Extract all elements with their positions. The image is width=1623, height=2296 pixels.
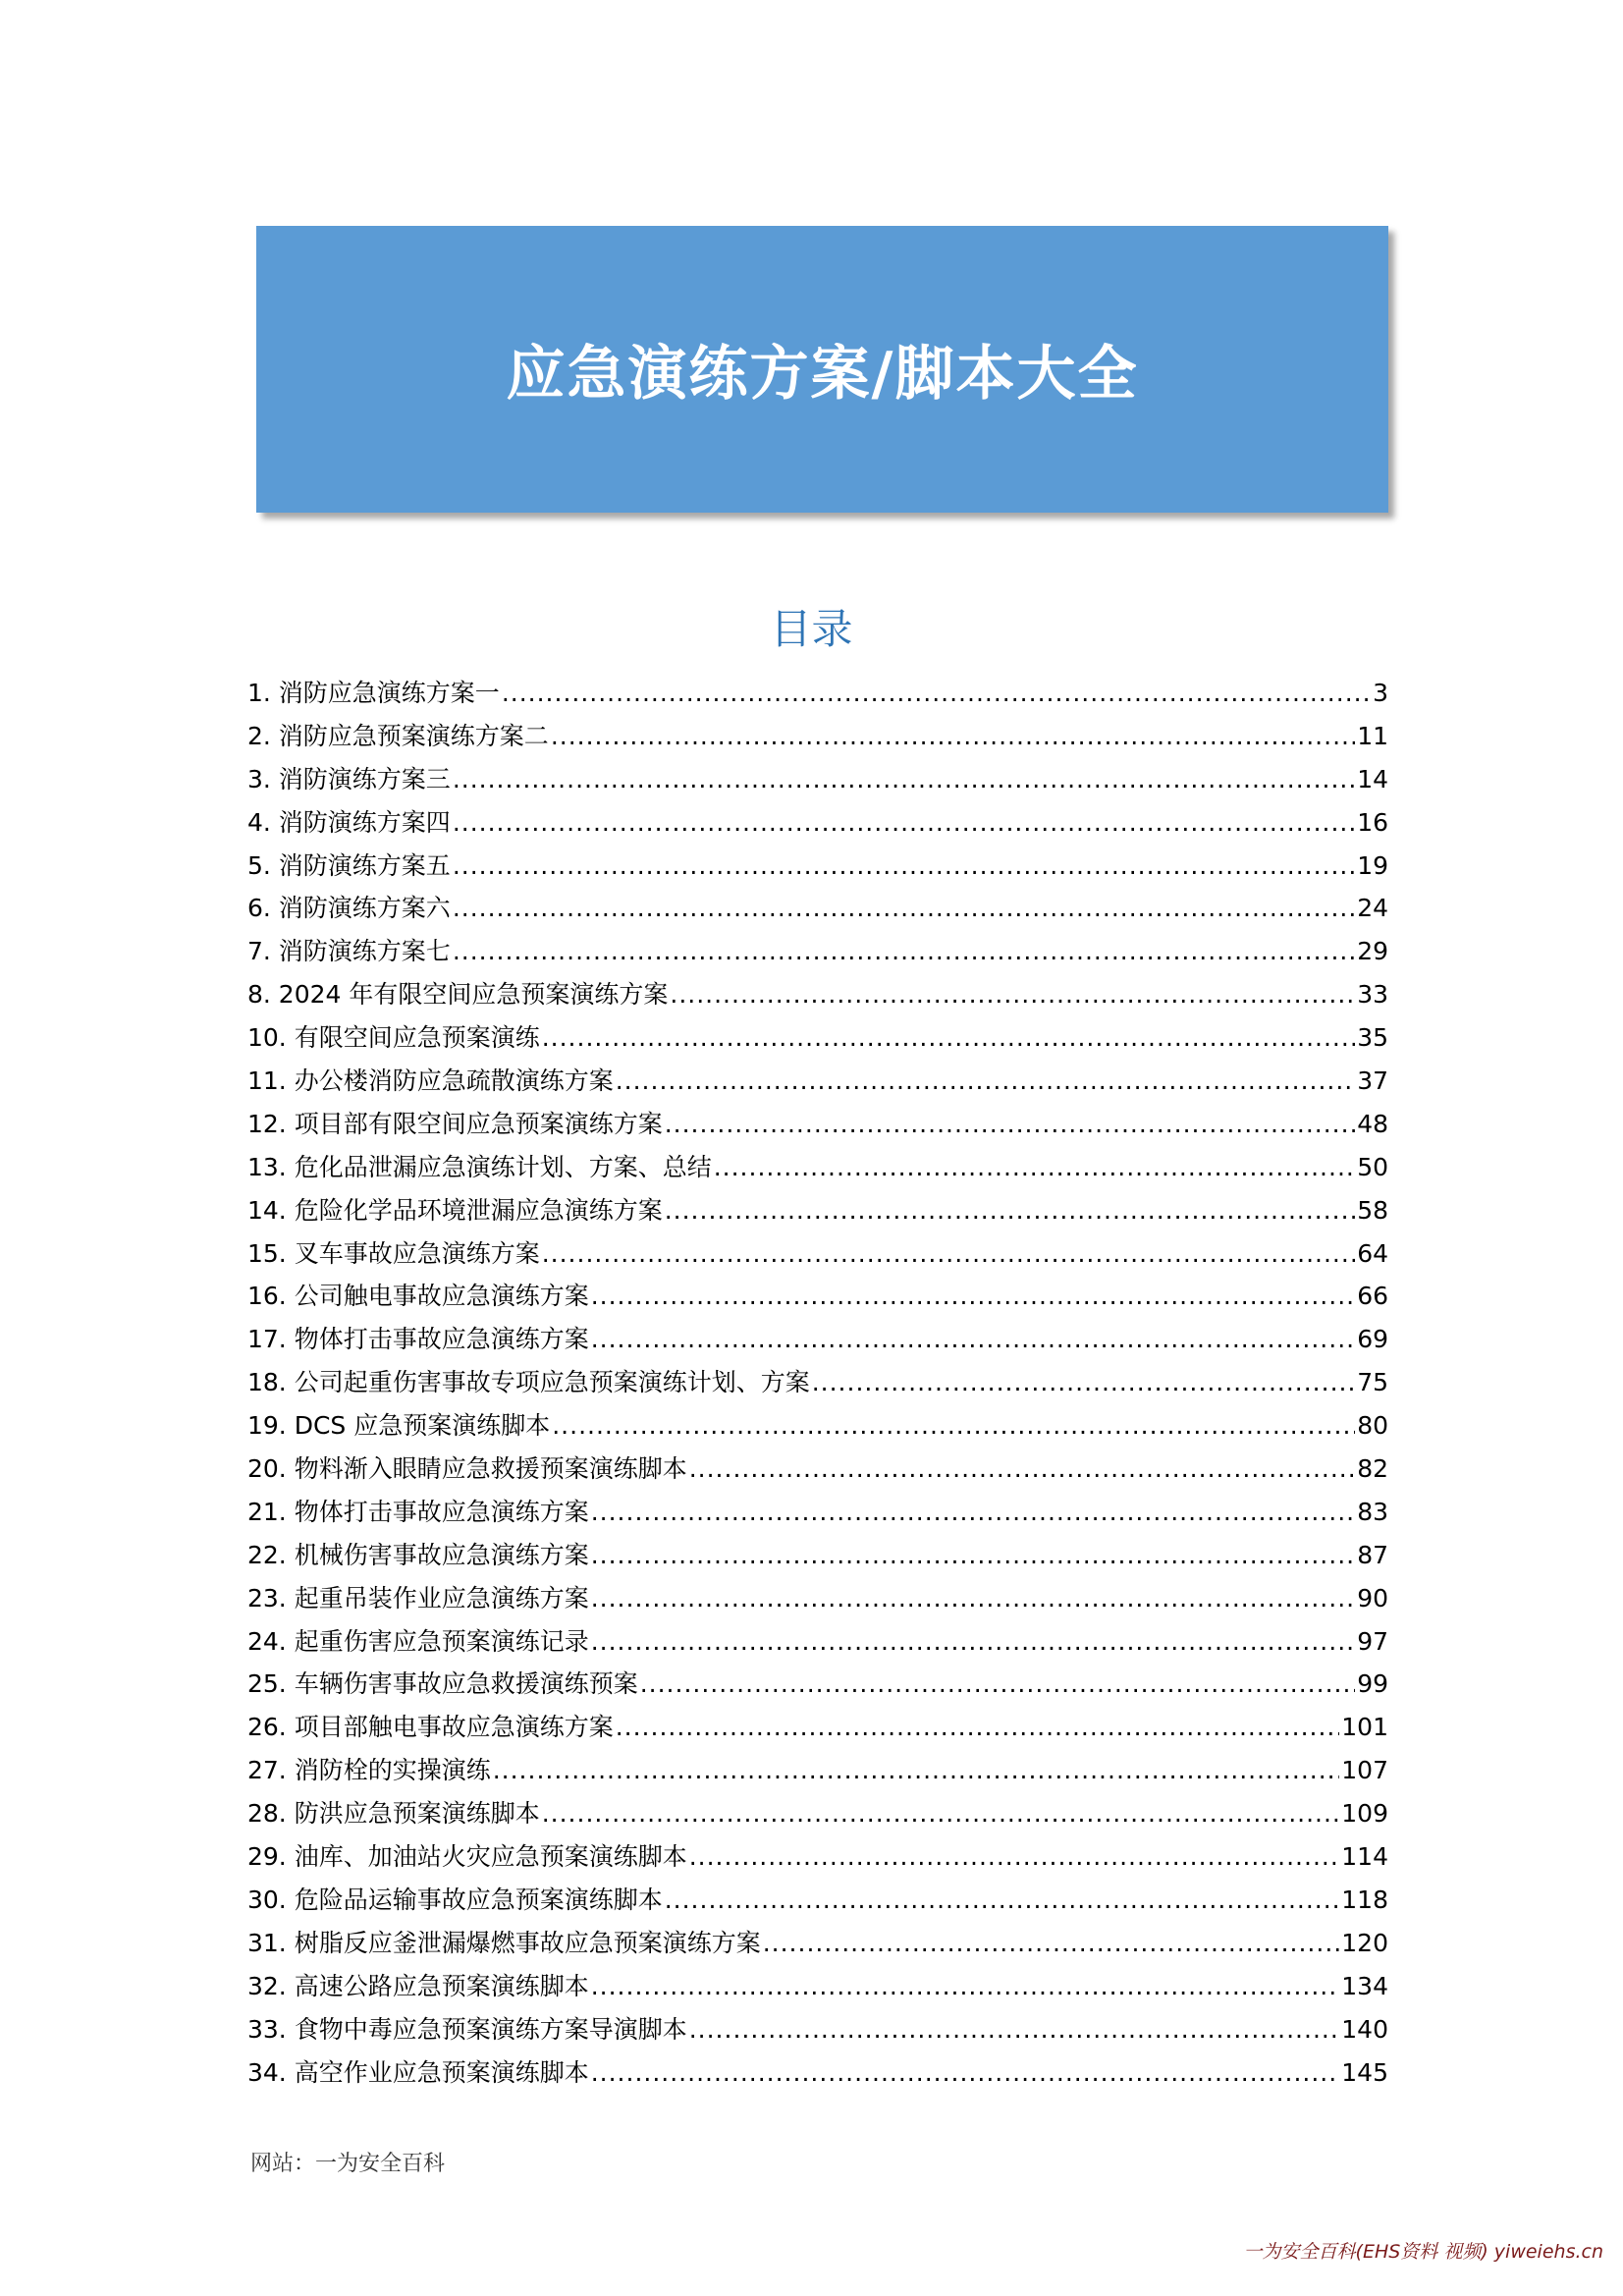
toc-leader-dots bbox=[591, 1534, 1355, 1577]
toc-leader-dots bbox=[453, 887, 1355, 930]
toc-entry[interactable] bbox=[247, 1016, 1388, 1060]
toc-leader-dots bbox=[689, 1835, 1340, 1879]
toc-entry-title[interactable]: 8. 2024 年有限空间应急预案演练方案 bbox=[247, 980, 669, 1010]
toc-leader-dots bbox=[551, 715, 1355, 758]
toc-leader-dots bbox=[542, 1792, 1340, 1835]
toc-entry-page[interactable]: 140 bbox=[1341, 2014, 1388, 2044]
toc-entry[interactable] bbox=[247, 1879, 1388, 1922]
toc-entry-title[interactable]: 13. 危化品泄漏应急演练计划、方案、总结 bbox=[247, 1152, 712, 1181]
toc-leader-dots bbox=[591, 1577, 1355, 1620]
toc-entry-page[interactable]: 48 bbox=[1357, 1109, 1388, 1138]
toc-entry[interactable] bbox=[247, 1922, 1388, 1965]
toc-entry[interactable] bbox=[247, 1491, 1388, 1534]
toc-leader-dots bbox=[812, 1361, 1355, 1404]
toc-leader-dots bbox=[542, 1016, 1355, 1060]
toc-entry-title[interactable]: 6. 消防演练方案六 bbox=[247, 894, 451, 923]
toc-entry-title[interactable]: 10. 有限空间应急预案演练 bbox=[247, 1023, 540, 1053]
toc-leader-dots bbox=[665, 1189, 1355, 1232]
toc-entry-title[interactable]: 30. 危险品运输事故应急预案演练脚本 bbox=[247, 1885, 663, 1914]
toc-entry[interactable] bbox=[247, 887, 1388, 930]
toc-entry-title[interactable]: 23. 起重吊装作业应急演练方案 bbox=[247, 1583, 589, 1613]
toc-entry-page[interactable]: 58 bbox=[1357, 1195, 1388, 1225]
toc-entry-title[interactable]: 16. 公司触电事故应急演练方案 bbox=[247, 1282, 589, 1311]
toc-entry-page[interactable]: 120 bbox=[1341, 1928, 1388, 1957]
toc-leader-dots bbox=[453, 930, 1355, 973]
toc-entry[interactable] bbox=[247, 715, 1388, 758]
toc-entry[interactable] bbox=[247, 1620, 1388, 1664]
toc-entry[interactable] bbox=[247, 1577, 1388, 1620]
toc-entry-page[interactable]: 75 bbox=[1357, 1368, 1388, 1397]
toc-entry-page[interactable]: 145 bbox=[1341, 2057, 1388, 2087]
toc-entry-title[interactable]: 33. 食物中毒应急预案演练方案导演脚本 bbox=[247, 2014, 687, 2044]
toc-leader-dots bbox=[591, 1275, 1355, 1318]
toc-entry-title[interactable]: 25. 车辆伤害事故应急救援演练预案 bbox=[247, 1669, 638, 1699]
toc-leader-dots bbox=[591, 1491, 1355, 1534]
toc-leader-dots bbox=[453, 845, 1355, 888]
toc-entry[interactable] bbox=[247, 1706, 1388, 1749]
toc-leader-dots bbox=[714, 1146, 1355, 1189]
toc-entry[interactable] bbox=[247, 1146, 1388, 1189]
title-banner bbox=[256, 226, 1388, 513]
toc-leader-dots bbox=[591, 1965, 1340, 2008]
toc-entry-title[interactable]: 3. 消防演练方案三 bbox=[247, 764, 451, 793]
toc-entry-page[interactable]: 14 bbox=[1357, 764, 1388, 793]
toc-leader-dots bbox=[763, 1922, 1340, 1965]
toc-entry-page[interactable]: 97 bbox=[1357, 1626, 1388, 1656]
toc-leader-dots bbox=[640, 1663, 1355, 1706]
toc-entry-page[interactable]: 11 bbox=[1357, 721, 1388, 750]
toc-leader-dots bbox=[616, 1060, 1355, 1103]
toc-entry[interactable] bbox=[247, 1189, 1388, 1232]
toc-entry[interactable] bbox=[247, 930, 1388, 973]
toc-entry-title[interactable]: 18. 公司起重伤害事故专项应急预案演练计划、方案 bbox=[247, 1368, 810, 1397]
toc-entry[interactable] bbox=[247, 1318, 1388, 1361]
toc-entry[interactable] bbox=[247, 2051, 1388, 2095]
toc-entry-page[interactable]: 50 bbox=[1357, 1152, 1388, 1181]
toc-entry-title[interactable]: 20. 物料渐入眼睛应急救援预案演练脚本 bbox=[247, 1454, 687, 1484]
toc-entry-title[interactable]: 15. 叉车事故应急演练方案 bbox=[247, 1238, 540, 1268]
table-of-contents bbox=[247, 672, 1388, 2094]
toc-entry[interactable] bbox=[247, 1792, 1388, 1835]
toc-entry-title[interactable]: 31. 树脂反应釜泄漏爆燃事故应急预案演练方案 bbox=[247, 1928, 761, 1957]
toc-entry[interactable] bbox=[247, 1663, 1388, 1706]
toc-entry-page[interactable]: 29 bbox=[1357, 937, 1388, 966]
toc-entry-title[interactable]: 24. 起重伤害应急预案演练记录 bbox=[247, 1626, 589, 1656]
toc-entry[interactable] bbox=[247, 1534, 1388, 1577]
toc-entry-title[interactable]: 19. DCS 应急预案演练脚本 bbox=[247, 1411, 551, 1441]
toc-entry-page[interactable]: 82 bbox=[1357, 1454, 1388, 1484]
toc-entry[interactable] bbox=[247, 1232, 1388, 1276]
toc-entry-title[interactable]: 32. 高速公路应急预案演练脚本 bbox=[247, 1971, 589, 2000]
toc-entry-title[interactable]: 28. 防洪应急预案演练脚本 bbox=[247, 1799, 540, 1829]
toc-entry[interactable] bbox=[247, 845, 1388, 888]
toc-leader-dots bbox=[493, 1749, 1340, 1792]
toc-entry[interactable] bbox=[247, 801, 1388, 845]
toc-entry-page[interactable]: 118 bbox=[1341, 1885, 1388, 1914]
document-title: 应急演练方案/脚本大全 bbox=[506, 340, 1139, 409]
toc-leader-dots bbox=[542, 1232, 1355, 1276]
toc-entry[interactable] bbox=[247, 1749, 1388, 1792]
toc-leader-dots bbox=[502, 672, 1371, 715]
toc-entry[interactable] bbox=[247, 1404, 1388, 1448]
toc-entry-title[interactable]: 5. 消防演练方案五 bbox=[247, 850, 451, 880]
toc-entry-page[interactable]: 35 bbox=[1357, 1023, 1388, 1053]
toc-entry-title[interactable]: 27. 消防栓的实操演练 bbox=[247, 1756, 491, 1785]
toc-entry-page[interactable]: 69 bbox=[1357, 1325, 1388, 1354]
toc-entry-page[interactable]: 19 bbox=[1357, 850, 1388, 880]
toc-entry-page[interactable]: 87 bbox=[1357, 1540, 1388, 1569]
toc-entry-title[interactable]: 2. 消防应急预案演练方案二 bbox=[247, 721, 549, 750]
toc-leader-dots bbox=[591, 1620, 1355, 1664]
toc-leader-dots bbox=[616, 1706, 1340, 1749]
toc-leader-dots bbox=[665, 1103, 1355, 1146]
toc-entry[interactable] bbox=[247, 758, 1388, 801]
toc-entry[interactable] bbox=[247, 1448, 1388, 1491]
toc-leader-dots bbox=[689, 2008, 1340, 2051]
toc-entry-title[interactable]: 11. 办公楼消防应急疏散演练方案 bbox=[247, 1066, 614, 1096]
toc-entry-title[interactable]: 21. 物体打击事故应急演练方案 bbox=[247, 1497, 589, 1526]
toc-entry-page[interactable]: 64 bbox=[1357, 1238, 1388, 1268]
toc-leader-dots bbox=[453, 801, 1355, 845]
toc-entry-page[interactable]: 3 bbox=[1373, 679, 1388, 707]
toc-entry-title[interactable]: 1. 消防应急演练方案一 bbox=[247, 679, 500, 707]
toc-entry-page[interactable]: 83 bbox=[1357, 1497, 1388, 1526]
toc-entry[interactable] bbox=[247, 2008, 1388, 2051]
toc-entry-title[interactable]: 22. 机械伤害事故应急演练方案 bbox=[247, 1540, 589, 1569]
toc-entry-page[interactable]: 99 bbox=[1357, 1669, 1388, 1699]
toc-leader-dots bbox=[552, 1404, 1355, 1448]
toc-entry-page[interactable]: 66 bbox=[1357, 1282, 1388, 1311]
toc-entry-title[interactable]: 26. 项目部触电事故应急演练方案 bbox=[247, 1713, 614, 1742]
toc-entry[interactable] bbox=[247, 1835, 1388, 1879]
toc-entry-page[interactable]: 114 bbox=[1341, 1842, 1388, 1872]
toc-leader-dots bbox=[453, 758, 1355, 801]
toc-entry[interactable] bbox=[247, 1361, 1388, 1404]
toc-entry-page[interactable]: 33 bbox=[1357, 980, 1388, 1010]
toc-heading: 目录 bbox=[770, 605, 853, 653]
toc-leader-dots bbox=[670, 973, 1355, 1016]
toc-leader-dots bbox=[689, 1448, 1355, 1491]
toc-entry[interactable] bbox=[247, 1965, 1388, 2008]
toc-entry-title[interactable]: 14. 危险化学品环境泄漏应急演练方案 bbox=[247, 1195, 663, 1225]
toc-entry-page[interactable]: 24 bbox=[1357, 894, 1388, 923]
toc-entry-page[interactable]: 37 bbox=[1357, 1066, 1388, 1096]
footer-website: 网站：一为安全百科 bbox=[250, 2152, 446, 2176]
toc-entry-title[interactable]: 29. 油库、加油站火灾应急预案演练脚本 bbox=[247, 1842, 687, 1872]
toc-entry-page[interactable]: 107 bbox=[1341, 1756, 1388, 1785]
toc-entry-title[interactable]: 4. 消防演练方案四 bbox=[247, 807, 451, 837]
toc-entry[interactable] bbox=[247, 1060, 1388, 1103]
toc-entry[interactable] bbox=[247, 672, 1388, 715]
toc-entry-title[interactable]: 7. 消防演练方案七 bbox=[247, 937, 451, 966]
toc-entry-page[interactable]: 16 bbox=[1357, 807, 1388, 837]
toc-leader-dots bbox=[665, 1879, 1340, 1922]
toc-entry-page[interactable]: 90 bbox=[1357, 1583, 1388, 1613]
toc-entry-page[interactable]: 80 bbox=[1357, 1411, 1388, 1441]
toc-entry[interactable] bbox=[247, 1275, 1388, 1318]
toc-leader-dots bbox=[591, 2051, 1340, 2095]
toc-entry[interactable] bbox=[247, 973, 1388, 1016]
toc-entry[interactable] bbox=[247, 1103, 1388, 1146]
toc-entry-title[interactable]: 17. 物体打击事故应急演练方案 bbox=[247, 1325, 589, 1354]
toc-entry-page[interactable]: 101 bbox=[1341, 1713, 1388, 1742]
watermark: 一为安全百科(EHS资料 视频) yiweiehs.cn bbox=[1243, 2241, 1603, 2263]
toc-entry-title[interactable]: 34. 高空作业应急预案演练脚本 bbox=[247, 2057, 589, 2087]
toc-entry-title[interactable]: 12. 项目部有限空间应急预案演练方案 bbox=[247, 1109, 663, 1138]
toc-leader-dots bbox=[591, 1318, 1355, 1361]
toc-entry-page[interactable]: 109 bbox=[1341, 1799, 1388, 1829]
toc-entry-page[interactable]: 134 bbox=[1341, 1971, 1388, 2000]
